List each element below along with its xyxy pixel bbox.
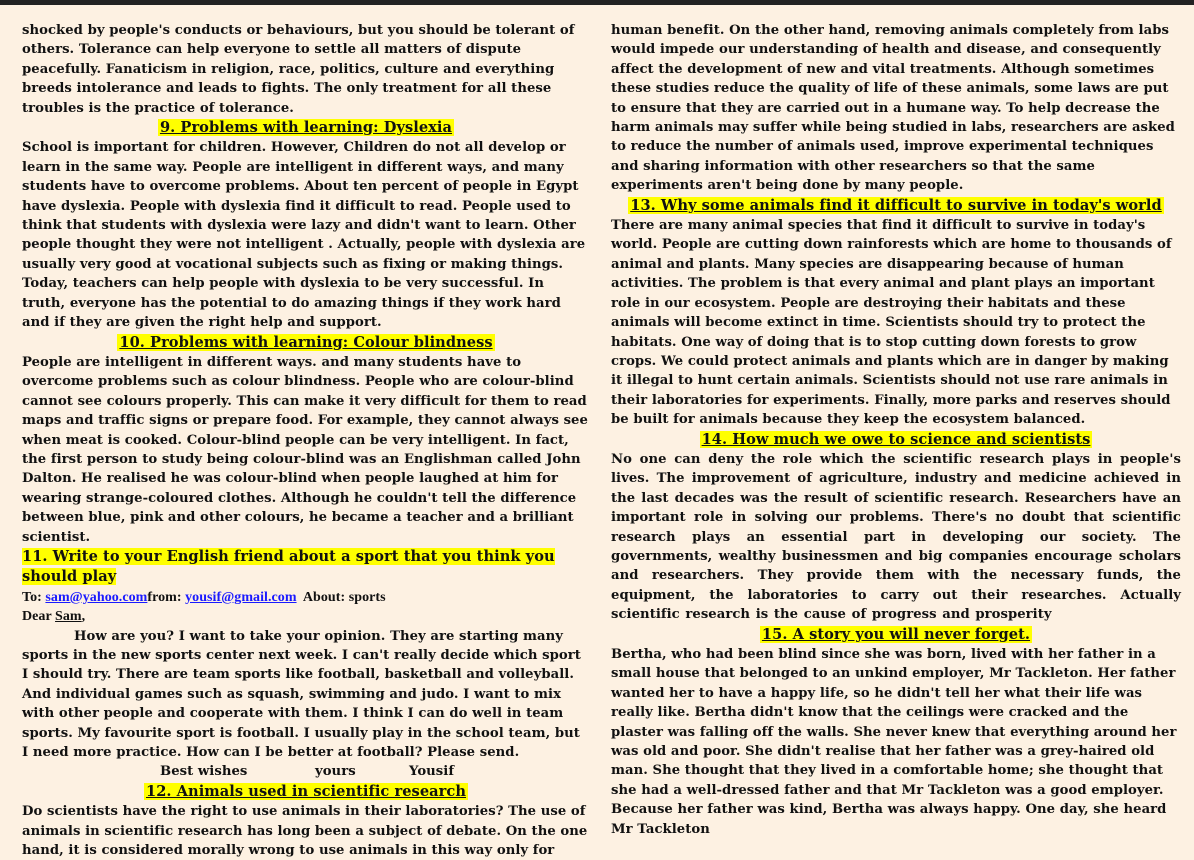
section-12-heading <box>22 782 590 802</box>
section-13-heading <box>611 196 1181 216</box>
signoff-best-wishes: Best wishes <box>160 764 248 780</box>
section-11-heading <box>22 547 590 588</box>
section-14-body: No one can deny the role which the scientific research plays in people's lives. The improvement of agriculture, industry and medicine achieved in the last decades was the result of scientific research. Researchers have an important role in solving our problems. There's no doubt that scientific research plays an essential part in developing our society. The governments, wealthy businessmen and big companies encourage scholars and researchers. They provide them with the necessary funds, the equipment, the laboratories to carry out their researches. Actually scientific research is the cause of progress and prosperity <box>611 451 1181 623</box>
section-15-heading <box>611 625 1181 645</box>
section-12-title: 12. Animals used in scientific research <box>146 782 466 800</box>
section-12-continued: human benefit. On the other hand, removing animals completely from labs would impede our understanding of health and disease, and consequently affect the development of new and vital treatments. Although sometimes these studies reduce the quality of life of these animals, some laws are put to ensure that they are carried out in a humane way. To help decrease the harm animals may suffer while being studied in labs, researchers are asked to reduce the number of animals used, improve experimental techniques and sharing information with other researchers so that the same experiments aren't being done by many people. <box>611 23 1175 194</box>
section-14-title: 14. How much we owe to science and scientists <box>701 430 1091 448</box>
right-column <box>611 21 1181 839</box>
to-label: To: <box>22 589 46 605</box>
about-label: About: sports <box>296 589 386 605</box>
letter-body: How are you? I want to take your opinion. They are starting many sports in the new sports center next week. I can't really decide which sport I should try. There are team sports like football, basketball and volleyball. And individual games such as squash, swimming and judo. I want to mix with other people and cooperate with them. I think I can do well in team sports. My favourite sport is football. I usually play in the school team, but I need more practice. How can I be better at football? Please send. <box>22 628 581 761</box>
from-label: from: <box>147 589 186 605</box>
tolerance-paragraph: shocked by people's conducts or behaviours, but you should be tolerant of others. Tolerance can help everyone to settle all matters of dispute peacefully. Fanaticism in religion, race, politics, culture and everything breeds intolerance and leads to fights. The only treatment for all these troubles is the practice of tolerance. <box>22 23 575 116</box>
section-10-title: 10. Problems with learning: Colour blindness <box>119 333 493 351</box>
section-15-body: Bertha, who had been blind since she was born, lived with her father in a small house that belonged to an unkind employer, Mr Tackleton. Her father wanted her to have a happy life, so he didn't tell her what their life was really like. Bertha didn't know that the ceilings were cracked and the plaster was falling off the walls. She never knew that everything around her was old and poor. She didn't realise that her father was a grey-haired old man. She thought that they lived in a comfortable home; she thought that she had a well-dressed father and that Mr Tackleton was a good employer. Because her father was kind, Bertha was always happy. One day, she heard Mr Tackleton <box>611 647 1177 837</box>
to-email-link[interactable]: sam@yahoo.com <box>45 589 148 605</box>
section-9-title: 9. Problems with learning: Dyslexia <box>159 119 453 137</box>
from-email-link[interactable]: yousif@gmail.com <box>185 589 297 605</box>
signoff-yours: yours <box>315 764 356 780</box>
section-15-title: 15. A story you will never forget. <box>761 625 1031 643</box>
left-column <box>22 21 590 860</box>
section-9-heading <box>22 118 590 138</box>
letter-signoff <box>22 762 590 781</box>
section-9-body: School is important for children. However, Children do not all develop or learn in the same way. People are intelligent in different ways, and many students have to overcome problems. About ten percent of people in Egypt have dyslexia. People with dyslexia find it difficult to read. People used to think that students with dyslexia were lazy and didn't want to learn. Other people thought they were not intelligent . Actually, people with dyslexia are usually very good at vocational subjects such as fixing or making things. Today, teachers can help people with dyslexia to be very successful. In truth, everyone has the potential to do amazing things if they work hard and if they are given the right help and support. <box>22 140 586 331</box>
salutation-comma: , <box>81 609 86 625</box>
section-13-body: There are many animal species that find it difficult to survive in today's world. People are cutting down rainforests which are home to thousands of animal and plants. Many species are disappearing because of human activities. The problem is that every animal and plant plays an important role in our ecosystem. People are destroying their habitats and these animals will become extinct in time. Scientists should try to protect the habitats. One way of doing that is to stop cutting down forests to grow crops. We could protect animals and plants which are in danger by making it illegal to hunt certain animals. Scientists should not use rare animals in their laboratories for experiments. Finally, more parks and reserves should be built for animals because they keep the ecosystem balanced. <box>611 218 1172 428</box>
section-10-heading <box>22 333 590 353</box>
email-header <box>22 588 590 607</box>
recipient-name: Sam <box>55 609 82 625</box>
salutation <box>22 607 590 626</box>
section-13-title: 13. Why some animals find it difficult to survive in today's world <box>630 196 1162 214</box>
signoff-name: Yousif <box>409 764 455 780</box>
section-10-body: People are intelligent in different ways. and many students have to overcome problems such as colour blindness. People who are colour-blind cannot see colours properly. This can make it very difficult for them to read maps and traffic signs or prepare food. For example, they cannot always see when meat is cooked. Colour-blind people can be very intelligent. In fact, the first person to study being colour-blind was an Englishman called John Dalton. He realised he was colour-blind when people laughed at him for wearing strange-coloured clothes. Although he couldn't tell the difference between blue, pink and other colours, he became a teacher and a brilliant scientist. <box>22 354 588 545</box>
dear-label: Dear <box>22 609 56 625</box>
section-12-body: Do scientists have the right to use animals in their laboratories? The use of animals in scientific research has long been a subject of debate. On the one hand, it is considered morally wrong to use animals in this way only for <box>22 804 588 859</box>
section-14-heading <box>611 430 1181 450</box>
section-11-title: 11. Write to your English friend about a sport that you think you should play <box>22 547 555 586</box>
